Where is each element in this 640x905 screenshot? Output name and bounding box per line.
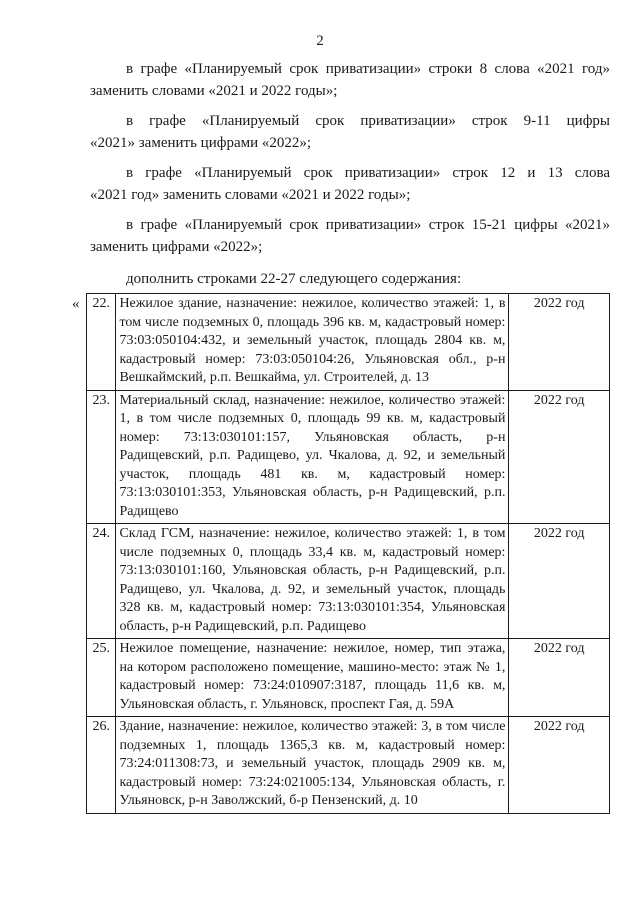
paragraph-rows-12-13 [90,162,610,206]
row-number: 22. [87,294,116,391]
row-number: 25. [87,639,116,717]
table-row [87,717,610,814]
row-number: 24. [87,524,116,639]
object-description: Нежилое здание, назначение: нежилое, количество этажей: 1, в том числе подземных 0, площадь 396 кв. м, кадастровый номер: 73:03:050104:432, и земельный участок, площадь 2804 кв. м, кадастровый номер: 73:03:050104:26, Ульяновская обл., р-н Вешкаймский, р.п. Вешкайма, ул. Строителей, д. 13 [116,294,509,391]
paragraph-line: «2021 год» заменить словами «2021 и 2022 годы»; [90,187,411,203]
page-number: 2 [316,33,324,49]
privatization-year: 2022 год [509,524,610,639]
paragraph-line: в графе «Планируемый срок приватизации» строк 12 и 13 слова [126,165,610,181]
object-description: Нежилое помещение, назначение: нежилое, номер, тип этажа, на котором расположено помещение, машино-место: этаж № 1, кадастровый номер: 73:24:010907:3187, площадь 11,6 кв. м, Ульяновская область, г. Ульяновск, проспект Гая, д. 59А [116,639,509,717]
object-description: Склад ГСМ, назначение: нежилое, количество этажей: 1, в том числе подземных 0, площадь 33,4 кв. м, кадастровый номер: 73:13:030101:160, Ульяновская область, р-н Радищевский, р.п. Радищево, ул. Чкалова, д. 92, и земельный участок, площадь 328 кв. м, кадастровый номер: 73:13:030101:354, Ульяновская область, р-н Радищевский, р.п. Радищево [116,524,509,639]
paragraph-rows-9-11 [90,110,610,154]
paragraph-line: заменить цифрами «2022»; [90,239,263,255]
table-row [87,524,610,639]
table-row [87,390,610,524]
table-row [87,639,610,717]
paragraph-row-8 [90,58,610,102]
paragraph-line: в графе «Планируемый срок приватизации» строки 8 слова «2021 год» [126,61,610,77]
privatization-table [86,293,610,814]
row-number: 23. [87,390,116,524]
privatization-year: 2022 год [509,390,610,524]
privatization-year: 2022 год [509,717,610,814]
privatization-year: 2022 год [509,639,610,717]
paragraph-line: «2021» заменить цифрами «2022»; [90,135,312,151]
paragraph-line: в графе «Планируемый срок приватизации» строк 9-11 цифры [126,113,610,129]
table-intro: дополнить строками 22-27 следующего содержания: [126,271,462,287]
row-number: 26. [87,717,116,814]
object-description: Здание, назначение: нежилое, количество этажей: 3, в том числе подземных 1, площадь 1365,3 кв. м, кадастровый номер: 73:24:011308:73, и земельный участок, площадь 2909 кв. м, кадастровый номер: 73:24:021005:134, Ульяновская область, г. Ульяновск, р-н Заволжский, б-р Пензенский, д. 10 [116,717,509,814]
paragraph-line: в графе «Планируемый срок приватизации» строк 15-21 цифры «2021» [126,217,610,233]
table-row [87,294,610,391]
paragraph-line: заменить словами «2021 и 2022 годы»; [90,83,338,99]
privatization-year: 2022 год [509,294,610,391]
paragraph-rows-15-21 [90,214,610,258]
opening-quote: « [72,296,80,312]
object-description: Материальный склад, назначение: нежилое, количество этажей: 1, в том числе подземных 0, площадь 99 кв. м, кадастровый номер: 73:13:030101:157, Ульяновская область, р-н Радищевский, р.п. Радищево, ул. Чкалова, д. 92, и земельный участок, площадь 481 кв. м, кадастровый номер: 73:13:030101:353, Ульяновская область, р-н Радищевский, р.п. Радищево [116,390,509,524]
